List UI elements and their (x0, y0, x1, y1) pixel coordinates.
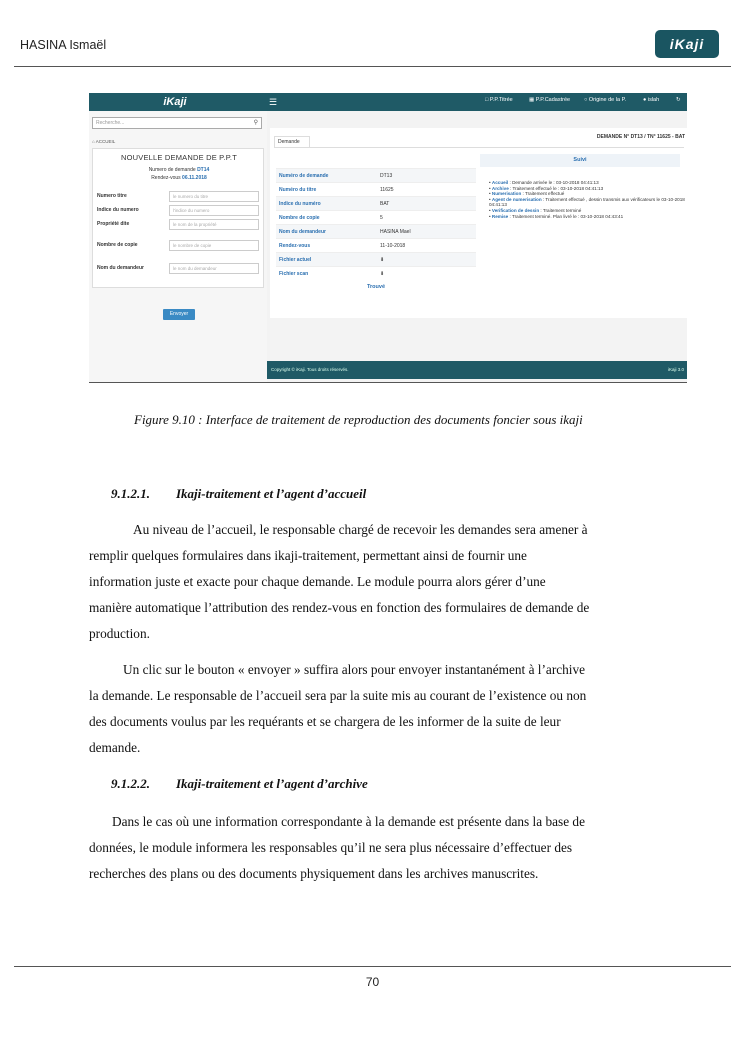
table-row: Rendez-vous 11-10-2018 (276, 238, 476, 252)
form-title: NOUVELLE DEMANDE DE P.P.T (120, 153, 237, 162)
table-row: Fichier actuel ⬇ (276, 252, 476, 266)
text-line: information juste et exacte pour chaque demande. Le module pourra alors gérer d’une (89, 574, 546, 589)
demandeur-input[interactable]: le nom du demandeur (169, 263, 259, 274)
list-item: • Archive : Traitement effectué le : 03-10-2018 04:41:13 (489, 185, 604, 191)
field-label-demandeur: Nom du demandeur (97, 265, 144, 271)
nav-pp-titree[interactable]: □ P.P.Titrée (485, 97, 513, 103)
list-item: • Numerisation : Traitement effectué (489, 191, 565, 197)
table-row: Nom du demandeur HASINA Mael (276, 224, 476, 238)
nav-origine[interactable]: ○ Origine de la P. (584, 97, 627, 103)
table-row: Nombre de copie 5 (276, 210, 476, 224)
paragraph-accueil-1 (89, 517, 659, 647)
table-row: Indice du numéro BAT (276, 196, 476, 210)
propriete-input[interactable]: le nom de la propriété (169, 219, 259, 230)
text-line: Un clic sur le bouton « envoyer » suffira alors pour envoyer instantanément à l’archive (123, 662, 586, 677)
refresh-icon[interactable]: ↻ (676, 97, 681, 103)
figure-screenshot (89, 93, 687, 383)
header-rule (14, 66, 731, 67)
appointment-date: Rendez-vous 06.11.2018 (151, 175, 207, 181)
search-input[interactable] (92, 117, 262, 129)
paragraph-accueil-2 (89, 657, 659, 761)
copyright: Copyright © iKaji. Tous droits réservés. (271, 367, 349, 372)
list-item: • Accueil : Demande arrivée le : 03-10-2018 04:41:13 (489, 180, 599, 185)
numero-titre-input[interactable]: le numero du titre (169, 191, 259, 202)
field-label-numero-titre: Numero titre (97, 193, 127, 199)
nav-label: P.P.Cadastrée (535, 97, 571, 103)
footer-rule (14, 966, 731, 967)
list-item: • Agent de numerisation : Traitement effectué , dessin transmis aux vérificateurs le 03-10-2018 04:41:13 (489, 196, 685, 208)
copies-input[interactable]: le nombre de copie (169, 240, 259, 251)
text-line: demande. (89, 740, 141, 755)
text-line: Au niveau de l’accueil, le responsable chargé de recevoir les demandes sera amener à (133, 522, 588, 537)
new-request-form (92, 148, 264, 317)
send-button[interactable]: Envoyer (163, 309, 195, 320)
request-number: Numero de demande DT14 (148, 167, 210, 173)
search-placeholder: Recherche... (96, 120, 125, 126)
section-heading-accueil (111, 486, 366, 502)
section-title: Ikaji-traitement et l’agent d’archive (176, 776, 368, 791)
tracking-list (489, 180, 687, 219)
text-line: Dans le cas où une information correspondante à la demande est présente dans la base de (112, 814, 585, 829)
indice-input[interactable]: l'indice du numero (169, 205, 259, 216)
table-row: Numéro du titre 11625 (276, 182, 476, 196)
paragraph-archive-1 (89, 809, 659, 887)
breadcrumb[interactable]: ⌂ ACCUEIL (92, 139, 116, 144)
list-item: • Verification de dessin : Traitement terminé (489, 207, 582, 213)
found-status: Trouvé (366, 284, 386, 290)
download-icon[interactable]: ⬇ (380, 271, 385, 277)
section-title: Ikaji-traitement et l’agent d’accueil (176, 486, 367, 501)
version: iKaji 3.0 (667, 367, 684, 372)
text-line: manière automatique l’attribution des rendez-vous en fonction des formulaires de demande de (89, 600, 590, 615)
table-row: Numéro de demande DT13 (276, 168, 476, 182)
nav-pp-cadastree[interactable]: ▦ P.P.Cadastrée (529, 97, 571, 103)
figure-caption: Figure 9.10 : Interface de traitement de reproduction des documents foncier sous ikaji (134, 412, 583, 427)
app-logo[interactable]: iKaji (163, 96, 187, 108)
nav-label: islah (647, 97, 660, 103)
text-line: remplir quelques formulaires dans ikaji-traitement, permettant ainsi de fournir une (89, 548, 527, 563)
field-label-propriete: Propriété dite (97, 221, 130, 227)
nav-user[interactable]: ● islah (643, 97, 660, 103)
ikaji-logo: iKaji (655, 30, 719, 58)
breadcrumb-label: ACCUEIL (95, 139, 116, 144)
app-footer (267, 361, 687, 379)
request-detail-panel (270, 128, 687, 318)
nav-label: P.P.Titrée (489, 97, 513, 103)
menu-icon[interactable]: ☰ (269, 97, 278, 107)
text-line: des documents voulus par les requérants et se chargera de les informer de la suite de leur (89, 714, 561, 729)
field-label-copies: Nombre de copie (97, 242, 138, 248)
text-line: la demande. Le responsable de l’accueil sera par la suite mis au courant de l’existence ou non (89, 688, 587, 703)
tracking-header: Suivi (480, 154, 680, 167)
text-line: recherches des plans ou des documents physiquement dans les archives manuscrites. (89, 866, 539, 881)
tab-divider (274, 147, 684, 148)
search-icon[interactable]: ⚲ (253, 120, 258, 126)
text-line: production. (89, 626, 150, 641)
page-header-author: HASINA Ismaël (20, 38, 107, 52)
nav-label: Origine de la P. (588, 97, 627, 103)
download-icon[interactable]: ⬇ (380, 257, 385, 263)
tab-demande[interactable]: Demande (274, 136, 310, 147)
section-number: 9.1.2.2. (111, 776, 150, 791)
field-label-indice: Indice du numero (97, 207, 139, 213)
table-row: Fichier scan ⬇ (276, 266, 476, 280)
app-topbar (89, 93, 687, 111)
section-number: 9.1.2.1. (111, 486, 150, 501)
request-heading: DEMANDE N° DT13 / TN° 11625 - BAT (596, 134, 685, 140)
page-number: 70 (365, 975, 380, 989)
text-line: données, le module informera les responsables qu’il ne sera plus nécessaire d’effectuer des (89, 840, 573, 855)
section-heading-archive (111, 776, 368, 792)
sidebar (89, 111, 267, 383)
list-item: • Remise : Traitement terminé. Plan livré le : 03-10-2018 04:43:41 (489, 213, 624, 219)
